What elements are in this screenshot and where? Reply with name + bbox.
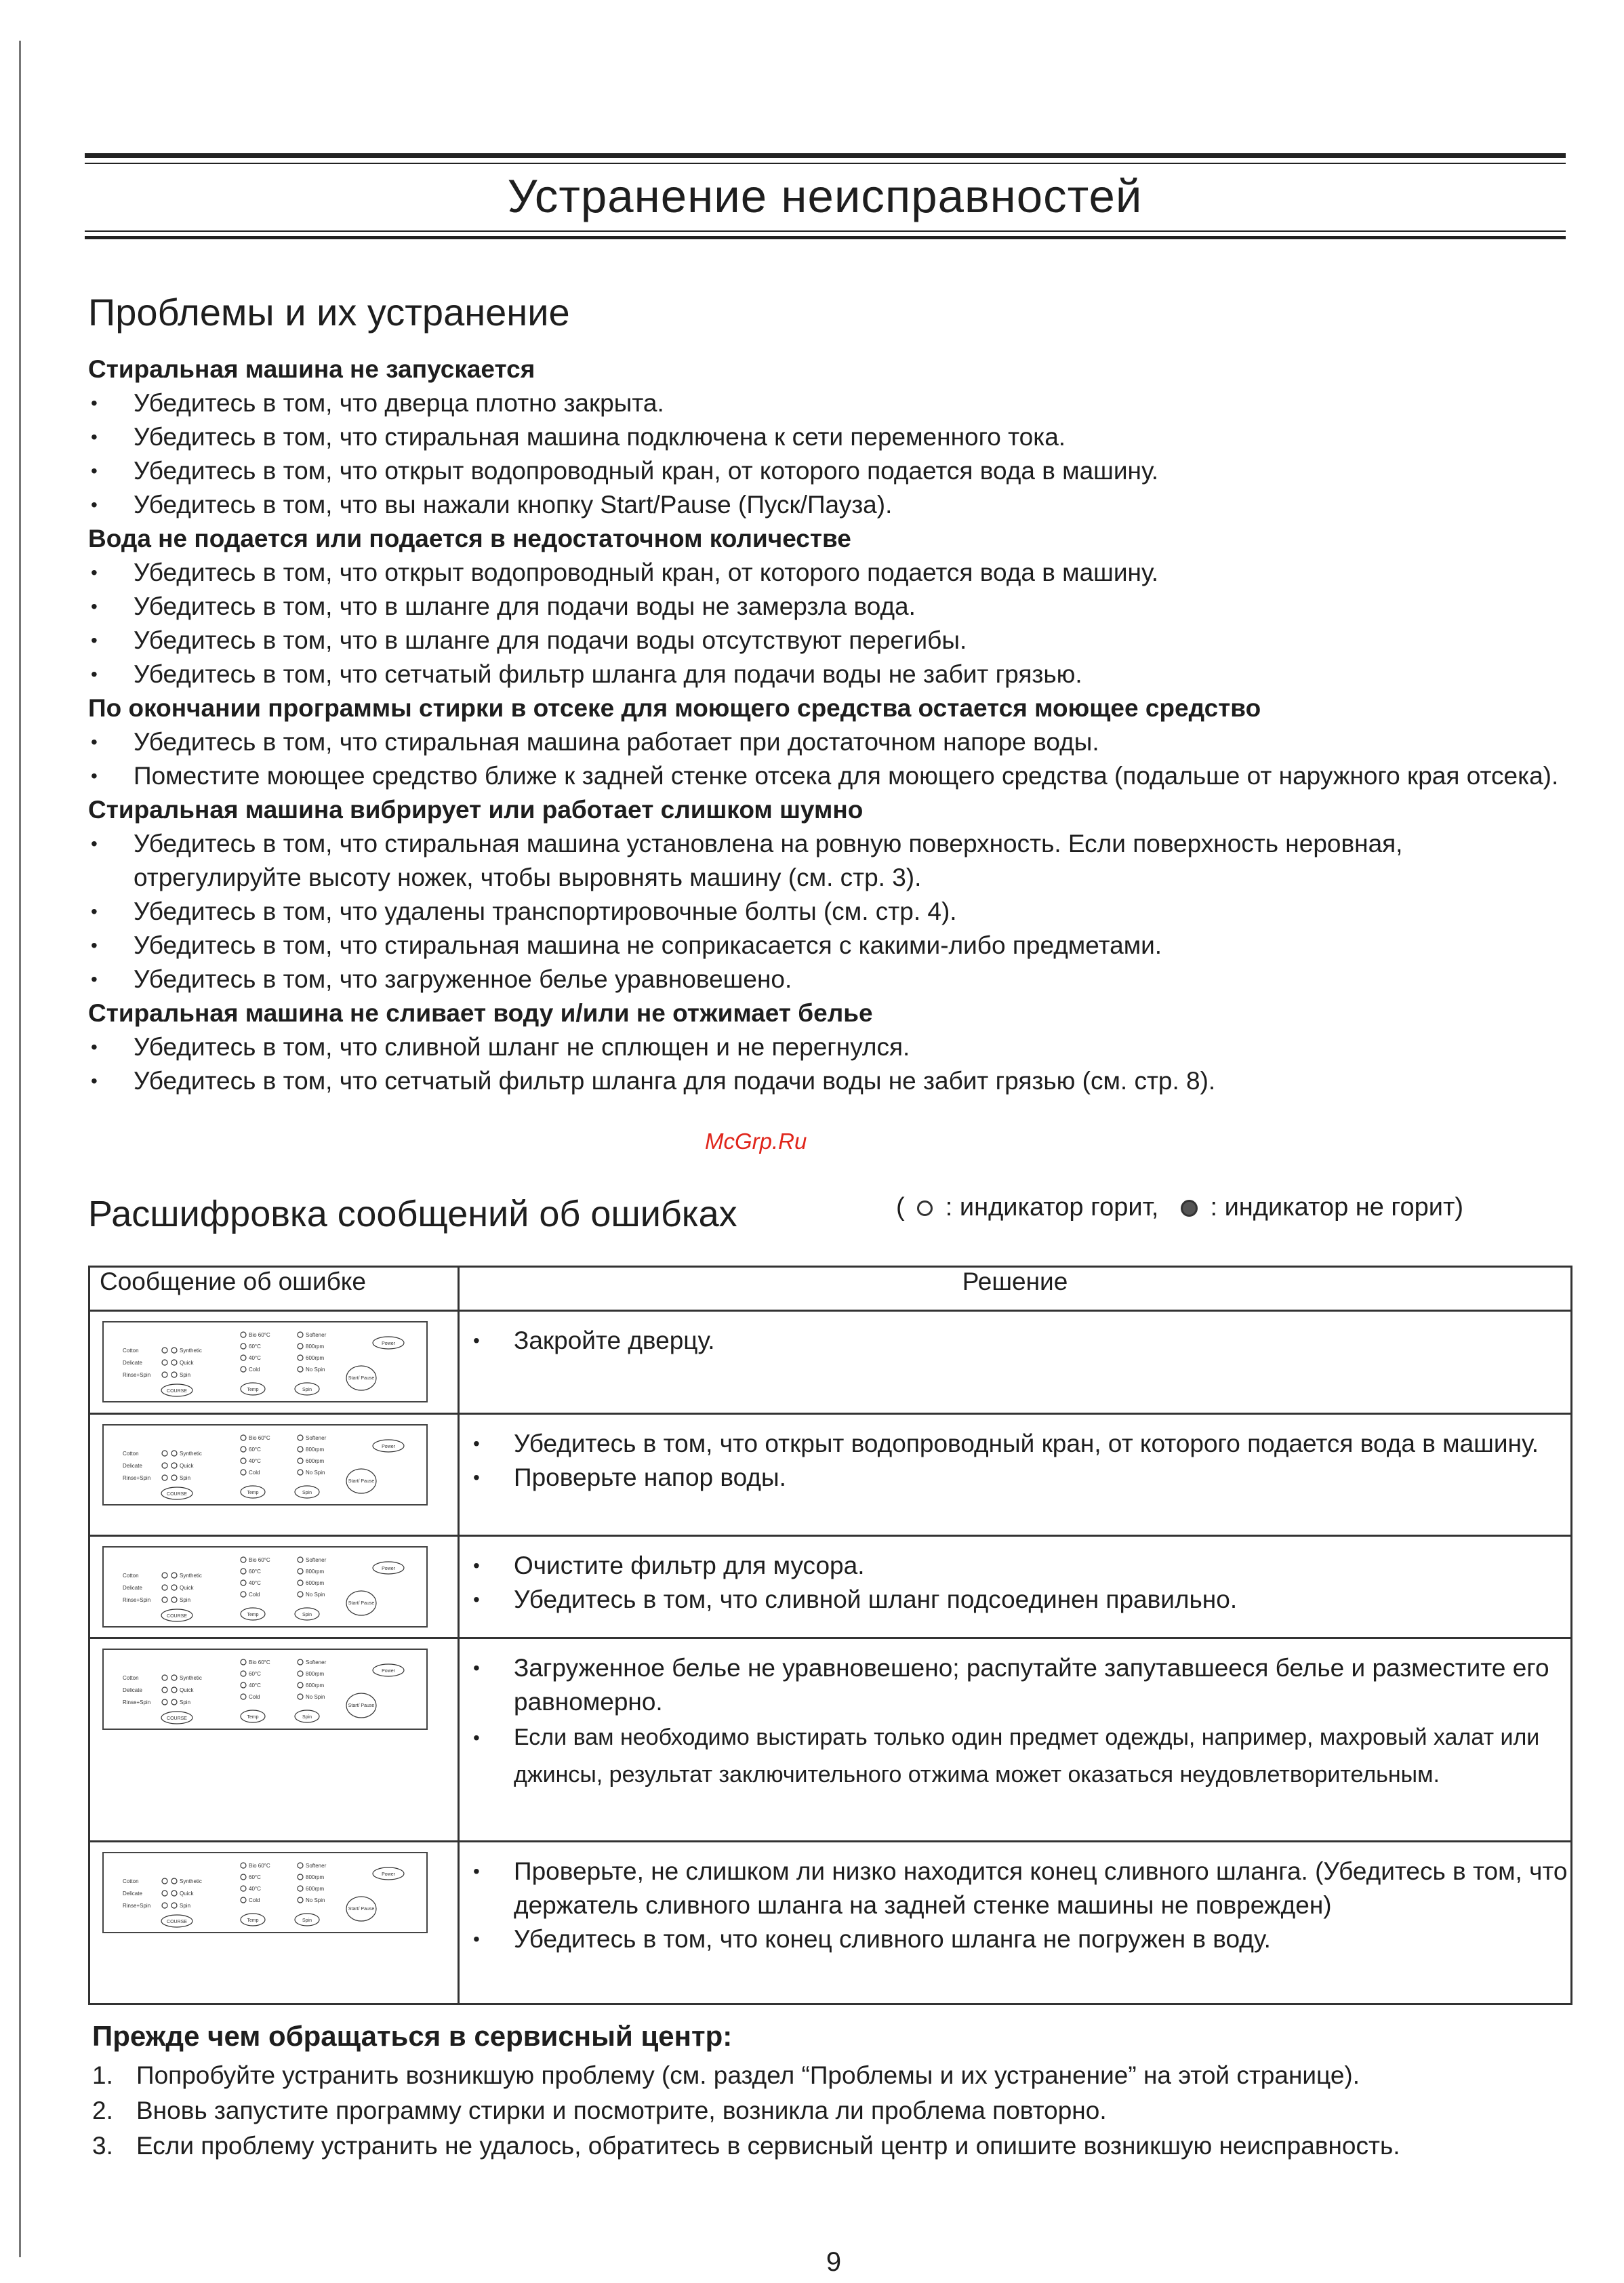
indicator-icon <box>171 1687 177 1693</box>
panel-label: Rinse+Spin <box>123 1475 151 1481</box>
panel-label: Rinse+Spin <box>123 1699 151 1705</box>
indicator-icon <box>241 1874 246 1880</box>
course-button-icon-label: COURSE <box>167 1614 187 1619</box>
panel-label: 60°C <box>249 1874 261 1880</box>
list-item <box>92 2093 1570 2128</box>
problem-section <box>88 522 1566 691</box>
indicator-icon <box>162 1597 167 1602</box>
list-item: • Убедитесь в том, что стиральная машина не соприкасается с какими-либо предметами. <box>88 929 1566 963</box>
indicator-icon <box>298 1367 303 1372</box>
table-row <box>89 1311 1572 1414</box>
indicator-icon <box>298 1671 303 1676</box>
panel-label: Rinse+Spin <box>123 1903 151 1909</box>
panel-label: 800rpm <box>306 1447 325 1453</box>
indicator-icon <box>171 1675 177 1680</box>
panel-cell <box>89 1638 459 1842</box>
list-item: • Очистите фильтр для мусора. <box>460 1549 1570 1583</box>
start-pause-label: Start/ Pause <box>348 1376 375 1381</box>
panel-label: Bio 60°C <box>249 1659 270 1665</box>
panel-label: Bio 60°C <box>249 1557 270 1563</box>
panel-label: 60°C <box>249 1447 261 1453</box>
list-item: • Убедитесь в том, что в шланге для подачи воды не замерзла вода. <box>88 590 1566 624</box>
course-button-icon-label: COURSE <box>167 1920 187 1924</box>
power-button-icon-label: Power <box>382 1444 395 1449</box>
temp-button-icon-label: Temp <box>247 1918 259 1923</box>
panel-svg <box>104 1322 426 1401</box>
list-item: • Убедитесь в том, что сетчатый фильтр шланга для подачи воды не забит грязью. <box>88 658 1566 691</box>
indicator-icon <box>298 1569 303 1574</box>
solution-cell <box>459 1414 1572 1536</box>
indicator-icon <box>162 1573 167 1578</box>
panel-label: Quick <box>180 1687 194 1693</box>
list-item: • Убедитесь в том, что стиральная машина установлена на ровную поверхность. Если поверхность неровная, отрегулируйте высоту ножек, чтобы выровнять машину (см. стр. 3). <box>88 827 1566 895</box>
panel-label: 600rpm <box>306 1886 325 1892</box>
panel-label: 40°C <box>249 1682 261 1689</box>
problem-title: Вода не подается или подается в недостаточном количестве <box>88 525 851 552</box>
list-item: • Закройте дверцу. <box>460 1324 1570 1358</box>
indicator-icon <box>171 1699 177 1705</box>
panel-label: Quick <box>180 1463 194 1469</box>
panel-label: Delicate <box>123 1360 142 1366</box>
indicator-icon <box>162 1372 167 1377</box>
panel-label: Cold <box>249 1694 260 1700</box>
indicator-icon <box>241 1569 246 1574</box>
power-button-icon-label: Power <box>382 1567 395 1571</box>
service-heading: Прежде чем обращаться в сервисный центр: <box>92 2020 733 2052</box>
indicator-lit-icon <box>917 1200 933 1216</box>
indicator-icon <box>241 1863 246 1868</box>
problem-title: Стиральная машина не сливает воду и/или не отжимает белье <box>88 999 873 1027</box>
list-item: • Проверьте напор воды. <box>460 1461 1570 1495</box>
legend-lit: : индикатор горит, <box>945 1193 1159 1221</box>
spin-button-icon-label: Spin <box>302 1388 312 1392</box>
panel-label: 600rpm <box>306 1355 325 1361</box>
panel-label: Cold <box>249 1470 260 1476</box>
panel-label: No Spin <box>306 1897 325 1903</box>
panel-svg <box>104 1650 426 1729</box>
indicator-icon <box>162 1891 167 1896</box>
panel-label: Synthetic <box>180 1675 202 1681</box>
indicator-icon <box>162 1348 167 1353</box>
panel-label: 600rpm <box>306 1458 325 1464</box>
service-list <box>92 2058 1570 2164</box>
indicator-icon <box>298 1682 303 1688</box>
spin-button-icon-label: Spin <box>302 1918 312 1923</box>
panel-label: Bio 60°C <box>249 1332 270 1338</box>
indicator-icon <box>241 1659 246 1665</box>
indicator-unlit-icon <box>1181 1200 1198 1217</box>
indicator-icon <box>241 1470 246 1475</box>
col-header-message: Сообщение об ошибке <box>89 1267 459 1311</box>
solution-cell <box>459 1536 1572 1638</box>
problem-title: Стиральная машина не запускается <box>88 355 535 383</box>
solution-cell <box>459 1638 1572 1842</box>
table-row <box>89 1536 1572 1638</box>
panel-label: 60°C <box>249 1671 261 1677</box>
item-number: 3. <box>92 2132 113 2160</box>
panel-label: Softener <box>306 1332 327 1338</box>
course-button-icon-label: COURSE <box>167 1492 187 1497</box>
course-button-icon-label: COURSE <box>167 1389 187 1394</box>
indicator-icon <box>241 1682 246 1688</box>
indicator-icon <box>171 1573 177 1578</box>
panel-label: Cotton <box>123 1451 139 1457</box>
table-row <box>89 1638 1572 1842</box>
indicator-icon <box>298 1447 303 1452</box>
indicator-icon <box>171 1891 177 1896</box>
indicator-icon <box>241 1332 246 1337</box>
page-number: 9 <box>826 2247 842 2277</box>
list-item <box>92 2128 1570 2164</box>
panel-label: Delicate <box>123 1585 142 1591</box>
indicator-icon <box>241 1557 246 1562</box>
col-header-solution: Решение <box>459 1267 1572 1311</box>
spin-button-icon-label: Spin <box>302 1491 312 1495</box>
panel-label: Delicate <box>123 1687 142 1693</box>
indicator-icon <box>241 1458 246 1463</box>
indicator-icon <box>298 1694 303 1699</box>
panel-label: Cold <box>249 1897 260 1903</box>
indicator-icon <box>298 1863 303 1868</box>
list-item: • Поместите моющее средство ближе к задней стенке отсека для моющего средства (подальше от наружного края отсека). <box>88 759 1566 793</box>
panel-label: 600rpm <box>306 1682 325 1689</box>
panel-label: Softener <box>306 1863 327 1869</box>
indicator-icon <box>162 1675 167 1680</box>
panel-cell <box>89 1536 459 1638</box>
panel-label: 60°C <box>249 1343 261 1350</box>
panel-label: Delicate <box>123 1891 142 1897</box>
panel-svg <box>104 1426 426 1504</box>
panel-label: Spin <box>180 1475 191 1481</box>
indicator-icon <box>241 1580 246 1585</box>
indicator-icon <box>241 1886 246 1891</box>
list-item: • Убедитесь в том, что открыт водопроводный кран, от которого подается вода в машину. <box>460 1427 1570 1461</box>
control-panel-diagram <box>102 1321 428 1402</box>
list-item: • Убедитесь в том, что в шланге для подачи воды отсутствуют перегибы. <box>88 624 1566 658</box>
solution-cell <box>459 1842 1572 2004</box>
indicator-icon <box>171 1597 177 1602</box>
page-title: Устранение неисправностей <box>507 170 1143 222</box>
indicator-legend <box>896 1193 1463 1222</box>
temp-button-icon-label: Temp <box>247 1388 259 1392</box>
list-item: • Убедитесь в том, что открыт водопроводный кран, от которого подается вода в машину. <box>88 454 1566 488</box>
panel-label: Bio 60°C <box>249 1435 270 1441</box>
indicator-icon <box>298 1897 303 1903</box>
problems-sections <box>88 352 1566 1098</box>
temp-button-icon-label: Temp <box>247 1491 259 1495</box>
panel-label: No Spin <box>306 1592 325 1598</box>
panel-label: Synthetic <box>180 1573 202 1579</box>
indicator-icon <box>171 1878 177 1884</box>
indicator-icon <box>241 1897 246 1903</box>
indicator-icon <box>171 1903 177 1908</box>
indicator-icon <box>298 1435 303 1440</box>
panel-label: Cotton <box>123 1348 139 1354</box>
indicator-icon <box>162 1903 167 1908</box>
start-pause-label: Start/ Pause <box>348 1479 375 1484</box>
start-pause-label: Start/ Pause <box>348 1601 375 1606</box>
indicator-icon <box>162 1475 167 1480</box>
panel-label: Spin <box>180 1903 191 1909</box>
panel-label: 40°C <box>249 1886 261 1892</box>
panel-label: 800rpm <box>306 1569 325 1575</box>
legend-unlit: : индикатор не горит) <box>1210 1193 1464 1221</box>
indicator-icon <box>298 1659 303 1665</box>
spin-button-icon-label: Spin <box>302 1613 312 1617</box>
start-pause-label: Start/ Pause <box>348 1907 375 1912</box>
problem-section <box>88 352 1566 522</box>
error-table <box>88 1266 1572 2005</box>
panel-label: Spin <box>180 1597 191 1603</box>
control-panel-diagram <box>102 1852 428 1933</box>
title-rule-bottom-thin <box>85 230 1566 232</box>
panel-label: Synthetic <box>180 1451 202 1457</box>
indicator-icon <box>241 1671 246 1676</box>
list-item: • Убедитесь в том, что сетчатый фильтр шланга для подачи воды не забит грязью (см. стр. 8). <box>88 1064 1566 1098</box>
indicator-icon <box>162 1451 167 1456</box>
problem-section <box>88 996 1566 1098</box>
panel-label: 800rpm <box>306 1343 325 1350</box>
panel-label: Quick <box>180 1360 194 1366</box>
start-pause-label: Start/ Pause <box>348 1703 375 1708</box>
list-item: • Убедитесь в том, что стиральная машина работает при достаточном напоре воды. <box>88 725 1566 759</box>
panel-label: Softener <box>306 1557 327 1563</box>
indicator-icon <box>241 1355 246 1360</box>
panel-svg <box>104 1853 426 1932</box>
panel-label: Spin <box>180 1372 191 1378</box>
indicator-icon <box>171 1348 177 1353</box>
panel-label: Cotton <box>123 1878 139 1884</box>
problem-section <box>88 793 1566 996</box>
title-rule-top <box>85 153 1566 158</box>
watermark: McGrp.Ru <box>705 1129 807 1154</box>
panel-svg <box>104 1548 426 1626</box>
panel-label: Rinse+Spin <box>123 1597 151 1603</box>
indicator-icon <box>298 1332 303 1337</box>
panel-label: Softener <box>306 1435 327 1441</box>
panel-label: Cold <box>249 1592 260 1598</box>
panel-label: Bio 60°C <box>249 1863 270 1869</box>
list-item: • Загруженное белье не уравновешено; распутайте запутавшееся белье и разместите его равномерно. <box>460 1651 1570 1719</box>
list-item: • Убедитесь в том, что дверца плотно закрыта. <box>88 386 1566 420</box>
indicator-icon <box>171 1475 177 1480</box>
indicator-icon <box>171 1463 177 1468</box>
indicator-icon <box>162 1699 167 1705</box>
panel-label: Cotton <box>123 1573 139 1579</box>
indicator-icon <box>241 1435 246 1440</box>
indicator-icon <box>241 1447 246 1452</box>
indicator-icon <box>162 1360 167 1365</box>
item-number: 2. <box>92 2097 113 2124</box>
control-panel-diagram <box>102 1546 428 1628</box>
indicator-icon <box>298 1580 303 1585</box>
list-item: • Убедитесь в том, что сливной шланг не сплющен и не перегнулся. <box>88 1030 1566 1064</box>
indicator-icon <box>298 1343 303 1349</box>
list-item: • Убедитесь в том, что открыт водопроводный кран, от которого подается вода в машину. <box>88 556 1566 590</box>
indicator-icon <box>171 1451 177 1456</box>
indicator-icon <box>298 1557 303 1562</box>
list-item: • Убедитесь в том, что загруженное белье уравновешено. <box>88 963 1566 996</box>
item-text: Если проблему устранить не удалось, обратитесь в сервисный центр и опишите возникшую неисправность. <box>136 2132 1400 2160</box>
table-header-row <box>89 1267 1572 1311</box>
panel-label: No Spin <box>306 1367 325 1373</box>
panel-label: Cotton <box>123 1675 139 1681</box>
panel-label: Softener <box>306 1659 327 1665</box>
list-item: • Убедитесь в том, что удалены транспортировочные болты (см. стр. 4). <box>88 895 1566 929</box>
panel-label: 40°C <box>249 1458 261 1464</box>
legend-paren: ( <box>896 1193 905 1221</box>
list-item: • Убедитесь в том, что конец сливного шланга не погружен в воду. <box>460 1922 1570 1956</box>
panel-label: Synthetic <box>180 1878 202 1884</box>
solution-cell <box>459 1311 1572 1414</box>
list-item: • Проверьте, не слишком ли низко находится конец сливного шланга. (Убедитесь в том, что держатель сливного шланга на задней стенке машины не поврежден) <box>460 1855 1570 1922</box>
indicator-icon <box>241 1343 246 1349</box>
indicator-icon <box>162 1878 167 1884</box>
table-row <box>89 1414 1572 1536</box>
indicator-icon <box>298 1470 303 1475</box>
indicator-icon <box>162 1463 167 1468</box>
list-item: • Убедитесь в том, что стиральная машина подключена к сети переменного тока. <box>88 420 1566 454</box>
control-panel-diagram <box>102 1424 428 1506</box>
problem-section <box>88 691 1566 793</box>
temp-button-icon-label: Temp <box>247 1715 259 1720</box>
title-rule-top-thin <box>85 163 1566 164</box>
list-item <box>92 2058 1570 2093</box>
course-button-icon-label: COURSE <box>167 1716 187 1721</box>
control-panel-diagram <box>102 1649 428 1730</box>
indicator-icon <box>298 1874 303 1880</box>
spin-button-icon-label: Spin <box>302 1715 312 1720</box>
panel-label: Cold <box>249 1367 260 1373</box>
panel-label: Quick <box>180 1585 194 1591</box>
item-text: Попробуйте устранить возникшую проблему (см. раздел “Проблемы и их устранение” на этой странице). <box>136 2061 1360 2089</box>
indicator-icon <box>298 1458 303 1463</box>
panel-label: Rinse+Spin <box>123 1372 151 1378</box>
power-button-icon-label: Power <box>382 1669 395 1674</box>
panel-label: Delicate <box>123 1463 142 1469</box>
panel-label: No Spin <box>306 1470 325 1476</box>
indicator-icon <box>171 1585 177 1590</box>
temp-button-icon-label: Temp <box>247 1613 259 1617</box>
panel-label: Quick <box>180 1891 194 1897</box>
panel-label: 800rpm <box>306 1874 325 1880</box>
panel-cell <box>89 1842 459 2004</box>
panel-cell <box>89 1311 459 1414</box>
indicator-icon <box>241 1367 246 1372</box>
table-row <box>89 1842 1572 2004</box>
list-item: • Если вам необходимо выстирать только один предмет одежды, например, махровый халат или джинсы, результат заключительного отжима может оказаться неудовлетворительным. <box>460 1719 1570 1794</box>
indicator-icon <box>162 1687 167 1693</box>
indicator-icon <box>298 1355 303 1360</box>
indicator-icon <box>241 1592 246 1597</box>
panel-label: 60°C <box>249 1569 261 1575</box>
indicator-icon <box>171 1372 177 1377</box>
panel-label: Spin <box>180 1699 191 1705</box>
problem-title: По окончании программы стирки в отсеке для моющего средства остается моющее средство <box>88 694 1261 722</box>
list-item: • Убедитесь в том, что вы нажали кнопку Start/Pause (Пуск/Пауза). <box>88 488 1566 522</box>
indicator-icon <box>298 1592 303 1597</box>
panel-label: Synthetic <box>180 1348 202 1354</box>
indicator-icon <box>171 1360 177 1365</box>
item-text: Вновь запустите программу стирки и посмотрите, возникла ли проблема повторно. <box>136 2097 1107 2124</box>
list-item: • Убедитесь в том, что сливной шланг подсоединен правильно. <box>460 1583 1570 1617</box>
item-number: 1. <box>92 2061 113 2089</box>
title-rule-bottom <box>85 236 1566 239</box>
indicator-icon <box>162 1585 167 1590</box>
errors-heading: Расшифровка сообщений об ошибках <box>88 1194 737 1234</box>
panel-label: 40°C <box>249 1580 261 1586</box>
problems-heading: Проблемы и их устранение <box>88 291 570 334</box>
panel-label: 40°C <box>249 1355 261 1361</box>
panel-cell <box>89 1414 459 1536</box>
indicator-icon <box>298 1886 303 1891</box>
power-button-icon-label: Power <box>382 1872 395 1877</box>
problem-title: Стиральная машина вибрирует или работает слишком шумно <box>88 796 864 824</box>
panel-label: No Spin <box>306 1694 325 1700</box>
panel-label: 800rpm <box>306 1671 325 1677</box>
panel-label: 600rpm <box>306 1580 325 1586</box>
scan-margin-line <box>19 41 21 2257</box>
indicator-icon <box>241 1694 246 1699</box>
power-button-icon-label: Power <box>382 1341 395 1346</box>
